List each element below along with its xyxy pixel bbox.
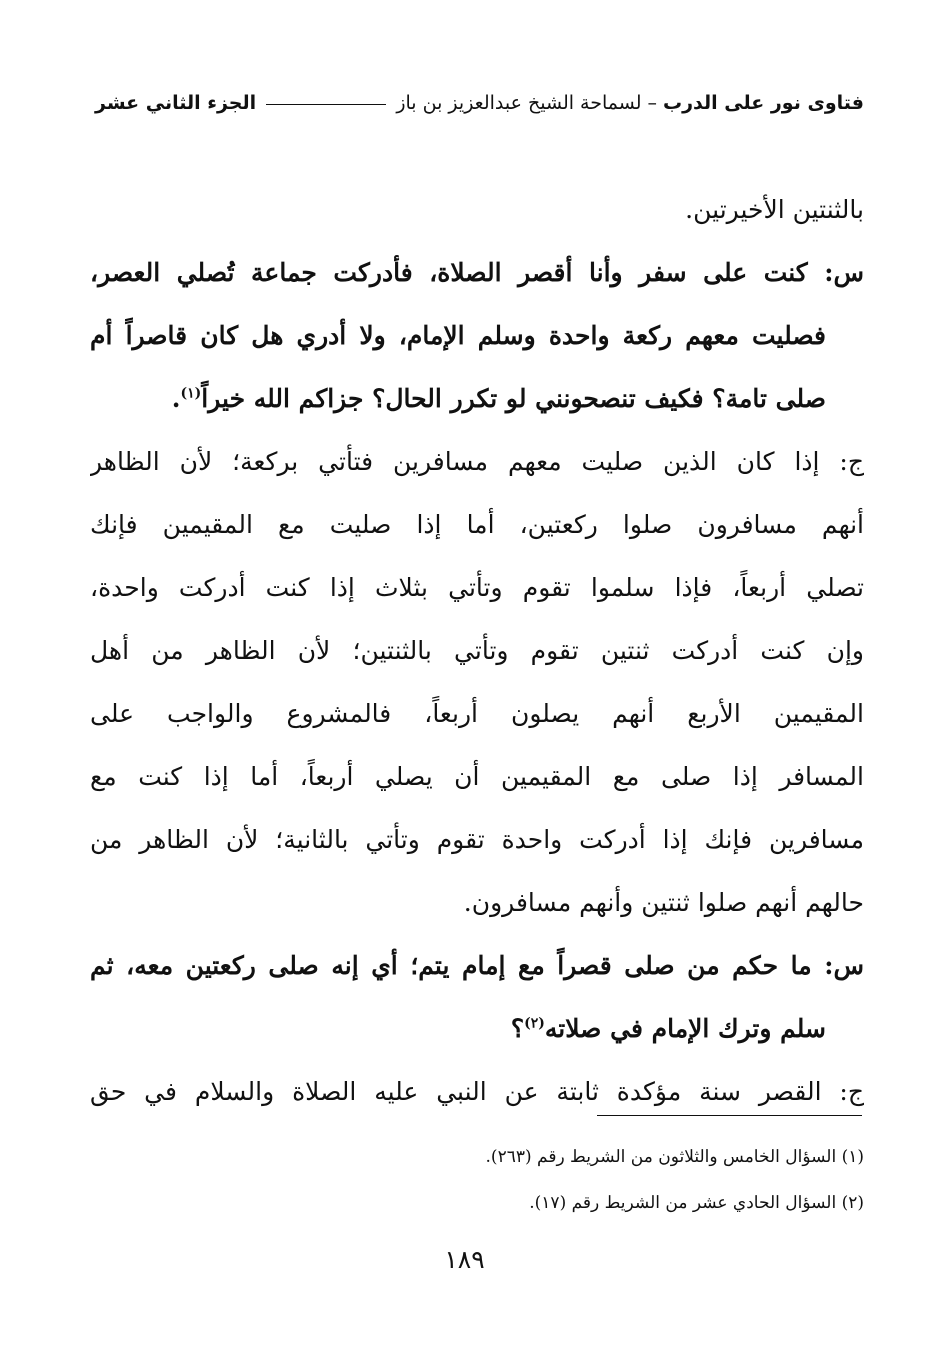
footnotes: [90, 1134, 864, 1226]
answer-line: حالهم أنهم صلوا ثنتين وأنهم مسافرون.: [463, 888, 864, 917]
volume-label: الجزء الثاني عشر: [95, 92, 257, 114]
answer-line: وإن كنت أدركت ثنتين تقوم وتأتي بالثنتين؛ لأن الظاهر من أهل: [90, 636, 864, 665]
header-separator: –: [647, 92, 657, 114]
header-rule: [266, 104, 386, 105]
author-name: لسماحة الشيخ عبدالعزيز بن باز: [396, 92, 642, 114]
footnote-ref[interactable]: (١): [180, 385, 202, 402]
question-line: س: كنت على سفر وأنا أقصر الصلاة، فأدركت جماعة تُصلي العصر،: [90, 258, 864, 287]
footnote: (٢) السؤال الحادي عشر من الشريط رقم (١٧).: [529, 1193, 864, 1213]
answer-line: مسافرين فإنك إذا أدركت واحدة تقوم وتأتي بالثانية؛ لأن الظاهر من: [90, 825, 864, 854]
footnote-divider: [597, 1115, 862, 1116]
footnote: (١) السؤال الخامس والثلاثون من الشريط رقم (٢٦٣).: [485, 1147, 864, 1167]
answer-line: المقيمين الأربع أنهم يصلون أربعاً، فالمشروع والواجب على: [90, 699, 864, 728]
page-number: ١٨٩: [444, 1245, 485, 1274]
answer-line: أنهم مسافرون صلوا ركعتين، أما إذا صليت مع المقيمين فإنك: [90, 510, 864, 539]
running-header: [95, 86, 864, 120]
footnote-ref[interactable]: (٢): [524, 1015, 545, 1032]
text-line: بالثنتين الأخيرتين.: [685, 195, 864, 224]
question-line: س: ما حكم من صلى قصراً مع إمام يتم؛ أي إنه صلى ركعتين معه، ثم: [90, 951, 864, 980]
question-line: فصليت معهم ركعة واحدة وسلم الإمام، ولا أدري هل كان قاصراً أم: [90, 321, 826, 350]
book-title: فتاوى نور على الدرب: [663, 92, 864, 114]
answer-line: تصلي أربعاً، فإذا سلموا تقوم وتأتي بثلاث إذا كنت أدركت واحدة،: [90, 573, 864, 602]
answer-line: ج: إذا كان الذين صليت معهم مسافرين فتأتي بركعة؛ لأن الظاهر: [90, 447, 864, 476]
answer-line: ج: القصر سنة مؤكدة ثابتة عن النبي عليه الصلاة والسلام في حق: [90, 1077, 864, 1106]
body-text: [90, 178, 864, 1123]
question-line: سلم وترك الإمام في صلاته$^{(٢)}$؟: [510, 1014, 826, 1043]
answer-line: المسافر إذا صلى مع المقيمين أن يصلي أربعاً، أما إذا كنت مع: [90, 762, 864, 791]
question-line: صلى تامة؟ فكيف تنصحونني لو تكرر الحال؟ جزاكم الله خيراً$^{(١)}$.: [171, 384, 826, 413]
